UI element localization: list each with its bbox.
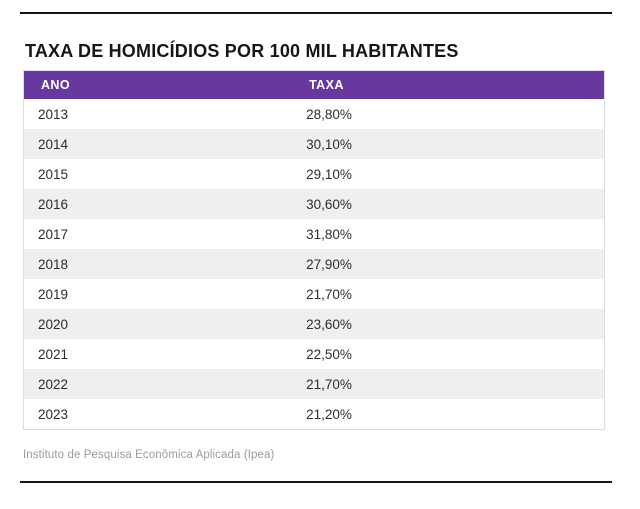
year-cell: 2014 — [24, 129, 293, 159]
rate-cell: 31,80% — [292, 219, 604, 249]
rate-cell: 21,20% — [292, 399, 604, 430]
table-row — [24, 279, 605, 309]
rate-cell: 21,70% — [292, 279, 604, 309]
year-cell: 2015 — [24, 159, 293, 189]
table-body — [24, 99, 605, 430]
table-header — [24, 71, 605, 100]
table-row — [24, 339, 605, 369]
table-row — [24, 399, 605, 430]
year-cell: 2021 — [24, 339, 293, 369]
year-cell: 2022 — [24, 369, 293, 399]
table-row — [24, 189, 605, 219]
source-attribution: Instituto de Pesquisa Econômica Aplicada (Ipea) — [23, 449, 275, 461]
rate-cell: 23,60% — [292, 309, 604, 339]
table-row — [24, 369, 605, 399]
year-cell: 2023 — [24, 399, 293, 430]
table-row — [24, 159, 605, 189]
rate-cell: 30,10% — [292, 129, 604, 159]
rate-cell: 29,10% — [292, 159, 604, 189]
table-row — [24, 99, 605, 129]
top-rule — [20, 12, 612, 14]
rate-cell: 30,60% — [292, 189, 604, 219]
year-cell: 2013 — [24, 99, 293, 129]
year-cell: 2018 — [24, 249, 293, 279]
homicide-rate-table — [23, 70, 605, 430]
year-cell: 2017 — [24, 219, 293, 249]
table-header-row — [24, 71, 605, 100]
table-row — [24, 309, 605, 339]
bottom-rule — [20, 481, 612, 483]
rate-cell: 22,50% — [292, 339, 604, 369]
year-cell: 2016 — [24, 189, 293, 219]
table-row — [24, 249, 605, 279]
year-cell: 2020 — [24, 309, 293, 339]
year-cell: 2019 — [24, 279, 293, 309]
page-title: TAXA DE HOMICÍDIOS POR 100 MIL HABITANTES — [25, 41, 459, 62]
rate-cell: 28,80% — [292, 99, 604, 129]
table-row — [24, 219, 605, 249]
column-header-ano: ANO — [24, 71, 293, 100]
rate-cell: 21,70% — [292, 369, 604, 399]
column-header-taxa: TAXA — [292, 71, 604, 100]
rate-cell: 27,90% — [292, 249, 604, 279]
table-row — [24, 129, 605, 159]
